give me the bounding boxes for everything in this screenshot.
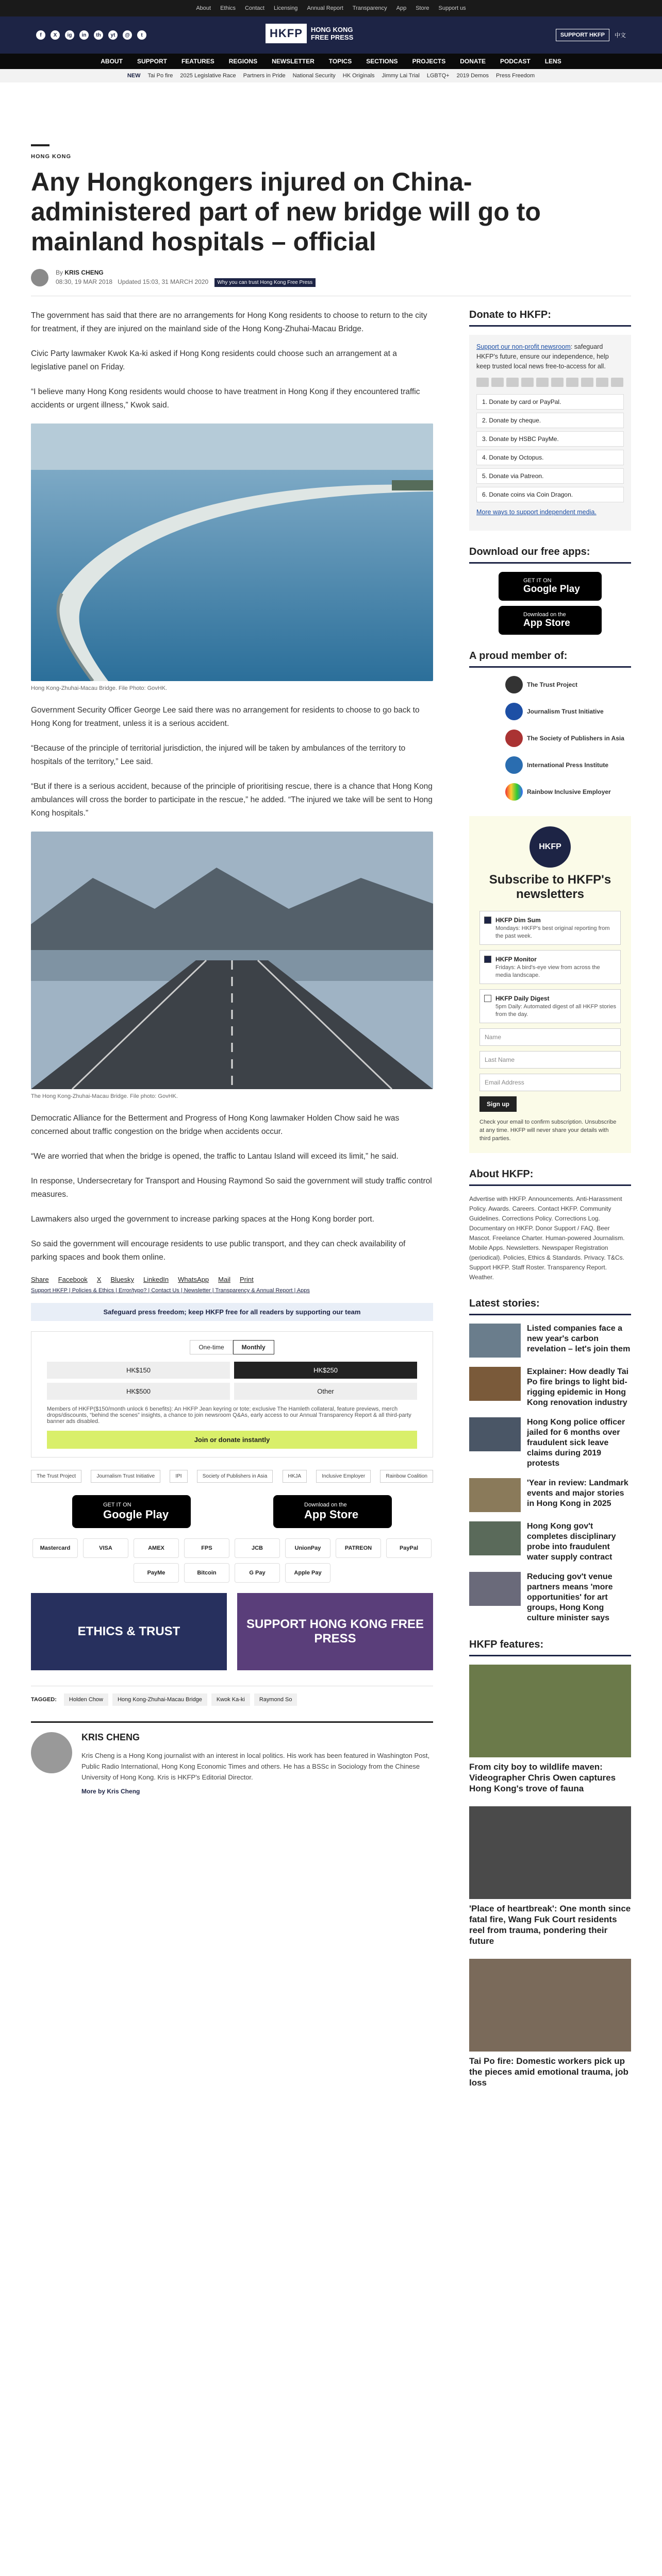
latest-stories	[469, 1324, 631, 1623]
newsletter-note: Check your email to confirm subscription. Unsubscribe at any time. HKFP will never share your details with third parties.	[479, 1119, 617, 1142]
card-icon	[476, 378, 489, 387]
tag[interactable]: Kwok Ka-ki	[211, 1693, 250, 1706]
facebook-icon[interactable]: f	[36, 30, 45, 40]
safeguard-banner[interactable]: Safeguard press freedom; keep HKFP free for all readers by supporting our team	[31, 1303, 433, 1321]
member-heading: A proud member of:	[469, 650, 631, 668]
donate-option[interactable]: 2. Donate by cheque.	[476, 413, 624, 428]
photo-caption: The Hong Kong-Zhuhai-Macau Bridge. File photo: GovHK.	[31, 1093, 178, 1099]
google-play-button[interactable]: GET IT ON Google Play	[72, 1495, 191, 1528]
card-icon	[611, 378, 623, 387]
checkbox[interactable]	[484, 956, 491, 963]
language-switch[interactable]: 中文	[615, 32, 626, 39]
latest-heading: Latest stories:	[469, 1298, 631, 1315]
donate-option[interactable]: 3. Donate by HSBC PayMe.	[476, 431, 624, 447]
support-hkfp-button[interactable]: SUPPORT HKFP	[556, 29, 609, 41]
paragraph: Government Security Officer George Lee said there was no arrangement for residents to choose to go back to Hong Kong for treatment, unless it is a serious accident.	[31, 706, 420, 728]
payment-logo: VISA	[83, 1538, 128, 1558]
topbar-link[interactable]: Transparency	[352, 5, 387, 11]
logo-mark: HKFP	[266, 24, 307, 43]
new-badge: NEW	[127, 73, 141, 79]
trending-link[interactable]: LGBTQ+	[426, 73, 450, 79]
app-store-buttons	[31, 1495, 433, 1528]
partner-logo[interactable]: IPI	[170, 1470, 187, 1483]
member-logo[interactable]: Rainbow Inclusive Employer	[505, 783, 611, 801]
linkedin-icon[interactable]: in	[79, 30, 89, 40]
telegram-icon[interactable]: t	[137, 30, 146, 40]
more-by-author-link[interactable]: More by Kris Cheng	[81, 1788, 140, 1795]
nav-item[interactable]: TOPICS	[328, 58, 352, 65]
payment-logo: PATREON	[336, 1538, 381, 1558]
tags	[31, 1686, 433, 1706]
nav-item[interactable]: ABOUT	[101, 58, 123, 65]
topbar-link[interactable]: Store	[416, 5, 429, 11]
topbar-link[interactable]: Annual Report	[307, 5, 343, 11]
feature-story[interactable]: Tai Po fire: Domestic workers pick up the pieces amid emotional trauma, job loss	[469, 1959, 631, 2088]
byline-prefix: By	[56, 269, 63, 276]
frequency-toggle	[47, 1340, 417, 1354]
top-utility-bar	[0, 0, 662, 16]
author-bio: Kris Cheng is a Hong Kong journalist with an interest in local politics. His work has been featured in Washington Post, Public Radio International, Hong Kong Economic Times and others. He has a BSSc in Sociology from the Chinese University of Hong Kong. Kris is HKFP's Editorial Director.	[81, 1752, 430, 1781]
app-store-button[interactable]: Download on the App Store	[499, 606, 602, 635]
checkbox[interactable]	[484, 995, 491, 1002]
last-name-field[interactable]: Last Name	[479, 1051, 621, 1069]
paragraph: So said the government will encourage residents to use public transport, and they can check availability of parking spaces and book them online.	[31, 1240, 406, 1262]
nav-item[interactable]: LENS	[544, 58, 561, 65]
feature-stories	[469, 1665, 631, 2088]
trending-link[interactable]: Press Freedom	[495, 73, 535, 79]
payment-icons	[476, 378, 624, 387]
partner-logo[interactable]: Inclusive Employer	[316, 1470, 371, 1483]
card-icon	[551, 378, 564, 387]
paragraph: Democratic Alliance for the Betterment and Progress of Hong Kong lawmaker Holden Chow said he was concerned about traffic congestion on the bridge when accidents occur.	[31, 1114, 400, 1136]
paragraph: In response, Undersecretary for Transport and Housing Raymond So said the government will study traffic control measures.	[31, 1177, 432, 1199]
trending-link[interactable]: Jimmy Lai Trial	[382, 73, 420, 79]
topbar-link[interactable]: About	[196, 5, 211, 11]
author-photo	[31, 1732, 72, 1773]
share-label: Share	[31, 1276, 49, 1283]
paragraph: Lawmakers also urged the government to increase parking spaces at the Hong Kong border port.	[31, 1215, 375, 1224]
latest-story[interactable]: Hong Kong police officer jailed for 6 months over fraudulent sick leave claims during 2019 protests	[469, 1417, 631, 1469]
about-link-list[interactable]: Advertise with HKFP. Announcements. Anti-Harassment Policy. Awards. Careers. Contact HKFP. Community Guidelines. Corrections Policy. Corrections Log. Documentary on HKFP. Donor Support / FAQ. Beer Mascot. Freelance Charter. Human-powered Journalism. Mobile Apps. Newsletters. Newspaper Registration (periodical). Policies, Ethics & Standards. Privacy. T&Cs. Support HKFP. Staff Roster. Transparency Report. Weather.	[469, 1195, 625, 1281]
newsletter-title: Subscribe to HKFP's newsletters	[489, 873, 611, 901]
payment-logo: Bitcoin	[184, 1563, 229, 1583]
trending-link[interactable]: Tai Po fire	[147, 73, 173, 79]
latest-story[interactable]: Reducing gov't venue partners means 'more opportunities' for art groups, Hong Kong culture minister says	[469, 1572, 631, 1623]
publish-date: 08:30, 19 MAR 2018	[56, 278, 113, 285]
features-heading: HKFP features:	[469, 1639, 631, 1656]
topbar-link[interactable]: Licensing	[273, 5, 298, 11]
email-field[interactable]: Email Address	[479, 1074, 621, 1091]
latest-story[interactable]: Listed companies face a new year's carbon revelation – let's join them	[469, 1324, 631, 1358]
amount-option[interactable]: Other	[234, 1383, 417, 1400]
share-bar	[31, 1276, 433, 1283]
more-ways-link[interactable]: More ways to support independent media.	[476, 509, 597, 516]
trending-link[interactable]: 2025 Legislative Race	[180, 73, 236, 79]
app-store-button[interactable]: Download on the App Store	[273, 1495, 392, 1528]
bridge-photo-1	[31, 423, 433, 681]
member-logos	[469, 676, 631, 801]
topbar-link[interactable]: Support us	[438, 5, 466, 11]
article-title: Any Hongkongers injured on China-administered part of new bridge will go to mainland hospitals – official	[31, 167, 541, 256]
share-linkedin[interactable]: LinkedIn	[143, 1276, 169, 1283]
one-time-tab[interactable]: One-time	[190, 1340, 233, 1354]
payment-logo: PayMe	[134, 1563, 179, 1583]
trust-link[interactable]: Why you can trust Hong Kong Free Press	[214, 278, 316, 287]
amount-option[interactable]: HK$150	[47, 1362, 230, 1379]
card-icon	[521, 378, 534, 387]
nav-item[interactable]: PROJECTS	[412, 58, 446, 65]
monthly-tab[interactable]: Monthly	[233, 1340, 274, 1354]
share-x[interactable]: X	[96, 1276, 102, 1283]
donate-intro: : safeguard HKFP's future, ensure our independence, help keep trusted local news free-to-access for all.	[476, 343, 609, 370]
trending-link[interactable]: HK Originals	[342, 73, 375, 79]
card-icon	[491, 378, 504, 387]
photo-caption: Hong Kong-Zhuhai-Macau Bridge. File Photo: GovHK.	[31, 685, 168, 691]
tags-label: TAGGED:	[31, 1697, 57, 1703]
x-icon[interactable]: X	[51, 30, 60, 40]
email-icon[interactable]: @	[123, 30, 132, 40]
newsletter-option[interactable]: HKFP Monitor Fridays: A bird's-eye view from across the media landscape.	[479, 950, 621, 984]
payment-logo: FPS	[184, 1538, 229, 1558]
topbar-link[interactable]: App	[396, 5, 407, 11]
nav-item[interactable]: PODCAST	[500, 58, 531, 65]
tag[interactable]: Raymond So	[254, 1693, 297, 1706]
updated-date: Updated 15:03, 31 MARCH 2020	[118, 278, 209, 285]
article-page	[31, 139, 631, 2088]
card-icon	[506, 378, 519, 387]
payment-logo: UnionPay	[285, 1538, 330, 1558]
partner-logos	[31, 1470, 433, 1483]
amount-option[interactable]: HK$250	[234, 1362, 417, 1379]
partner-logo[interactable]: The Trust Project	[31, 1470, 81, 1483]
tag[interactable]: Holden Chow	[64, 1693, 108, 1706]
paragraph: “I believe many Hong Kong residents would choose to have treatment in Hong Kong if they encountered traffic accidents or urgent illness,” Kwok said.	[31, 387, 420, 410]
paragraph: “But if there is a serious accident, because of the principle of prioritising rescue, there is a chance that Hong Kong ambulances will cross the border to participate in the rescue,” he added. “The injured we take will be sent to Hong Kong hospitals.”	[31, 782, 433, 818]
footer-links[interactable]: Support HKFP | Policies & Ethics | Error/typo? | Contact Us | Newsletter | Transparency & Annual Report | Apps	[31, 1287, 310, 1294]
amount-option[interactable]: HK$500	[47, 1383, 230, 1400]
donate-heading: Donate to HKFP:	[469, 309, 631, 327]
main-nav	[0, 54, 662, 69]
share-bluesky[interactable]: Bluesky	[110, 1276, 134, 1283]
topbar-link[interactable]: Contact	[245, 5, 264, 11]
author-box	[31, 1721, 433, 1795]
nav-item[interactable]: SUPPORT	[137, 58, 167, 65]
nav-item[interactable]: REGIONS	[228, 58, 258, 65]
about-heading: About HKFP:	[469, 1168, 631, 1186]
card-icon	[566, 378, 578, 387]
partner-logo[interactable]: Society of Publishers in Asia	[197, 1470, 273, 1483]
newsletter-option[interactable]: HKFP Dim Sum Mondays: HKFP's best original reporting from the past week.	[479, 911, 621, 945]
apps-heading: Download our free apps:	[469, 546, 631, 564]
payment-methods	[31, 1538, 433, 1583]
tag[interactable]: Hong Kong-Zhuhai-Macau Bridge	[112, 1693, 207, 1706]
support-banner[interactable]: SUPPORT HONG KONG FREE PRESS	[237, 1593, 433, 1670]
bridge-photo-2	[31, 832, 433, 1089]
payment-logo: PayPal	[386, 1538, 432, 1558]
article-body	[31, 309, 433, 1795]
payment-logo: AMEX	[134, 1538, 179, 1558]
ethics-banner[interactable]: ETHICS & TRUST	[31, 1593, 227, 1670]
partner-logo[interactable]: Rainbow Coalition	[380, 1470, 433, 1483]
latest-story[interactable]: Hong Kong gov't completes disciplinary probe into fraudulent water supply contract	[469, 1521, 631, 1563]
donate-option[interactable]: 6. Donate coins via Coin Dragon.	[476, 487, 624, 502]
newsletter-option[interactable]: HKFP Daily Digest 5pm Daily: Automated digest of all HKFP stories from the day.	[479, 989, 621, 1023]
nav-item[interactable]: FEATURES	[181, 58, 214, 65]
signup-button[interactable]: Sign up	[479, 1096, 517, 1112]
share-facebook[interactable]: Facebook	[58, 1276, 88, 1283]
feature-story[interactable]: 'Place of heartbreak': One month since fatal fire, Wang Fuk Court residents reel from trauma, pondering their future	[469, 1806, 631, 1946]
trending-bar	[0, 69, 662, 82]
support-newsroom-link[interactable]: Support our non-profit newsroom	[476, 343, 571, 350]
trending-link[interactable]: National Security	[292, 73, 336, 79]
author-link[interactable]: KRIS CHENG	[64, 269, 104, 276]
member-logo[interactable]: The Society of Publishers in Asia	[505, 730, 624, 747]
share-print[interactable]: Print	[239, 1276, 254, 1283]
byline	[31, 268, 631, 296]
youtube-icon[interactable]: yt	[108, 30, 118, 40]
latest-story[interactable]: Explainer: How deadly Tai Po fire brings to light bid-rigging epidemic in Hong Kong renovation industry	[469, 1367, 631, 1408]
topbar-link[interactable]: Ethics	[220, 5, 236, 11]
social-links	[36, 30, 146, 40]
share-mail[interactable]: Mail	[218, 1276, 230, 1283]
member-logo[interactable]: Journalism Trust Initiative	[505, 703, 604, 720]
member-logo[interactable]: International Press Institute	[505, 756, 608, 774]
newsletter-signup	[469, 816, 631, 1153]
feature-story[interactable]: From city boy to wildlife maven: Videographer Chris Owen captures Hong Kong's trove of fauna	[469, 1665, 631, 1794]
author-avatar	[31, 269, 48, 286]
member-logo[interactable]: The Trust Project	[505, 676, 577, 693]
donate-option[interactable]: 5. Donate via Patreon.	[476, 468, 624, 484]
name-field[interactable]: Name	[479, 1028, 621, 1046]
payment-logo: Apple Pay	[285, 1563, 330, 1583]
paragraph: Civic Party lawmaker Kwok Ka-ki asked if Hong Kong residents could choose such an arrangement at a legislative panel on Friday.	[31, 349, 397, 371]
nav-item[interactable]: NEWSLETTER	[272, 58, 315, 65]
promo-banners	[31, 1593, 433, 1670]
payment-logo: G Pay	[235, 1563, 280, 1583]
paragraph: “Because of the principle of territorial jurisdiction, the injured will be taken by ambulances of the territory to hospitals of the territory,” Lee said.	[31, 744, 406, 766]
newsletter-logo: HKFP	[529, 826, 571, 868]
donate-box	[469, 335, 631, 531]
site-logo[interactable]	[266, 24, 353, 43]
nav-item[interactable]: DONATE	[460, 58, 486, 65]
latest-story[interactable]: 'Year in review: Landmark events and major stories in Hong Kong in 2025	[469, 1478, 631, 1512]
partner-logo[interactable]: HKJA	[283, 1470, 307, 1483]
payment-logo: JCB	[235, 1538, 280, 1558]
nav-item[interactable]: SECTIONS	[366, 58, 398, 65]
trending-link[interactable]: Partners in Pride	[243, 73, 286, 79]
payment-logo: Mastercard	[32, 1538, 78, 1558]
instagram-icon[interactable]: ig	[65, 30, 74, 40]
threads-icon[interactable]: th	[94, 30, 103, 40]
donation-widget	[31, 1331, 433, 1458]
partner-logo[interactable]: Journalism Trust Initiative	[91, 1470, 160, 1483]
sidebar	[469, 309, 631, 2100]
google-play-button[interactable]: GET IT ON Google Play	[499, 572, 602, 601]
join-donate-button[interactable]: Join or donate instantly	[47, 1431, 417, 1449]
logo-text: HONG KONG FREE PRESS	[310, 26, 354, 41]
author-name[interactable]: KRIS CHENG	[81, 1732, 140, 1742]
category-kicker[interactable]: HONG KONG	[31, 144, 49, 160]
trending-link[interactable]: 2019 Demos	[456, 73, 489, 79]
card-icon	[596, 378, 608, 387]
paragraph: The government has said that there are no arrangements for Hong Kong residents to choose to return to the city for treatment, if they are injured on the mainland side of the Hong Kong-Zhuhai-Macau Bridge.	[31, 311, 427, 333]
membership-note: Members of HKFP($150/month unlock 6 benefits): An HKFP Jean keyring or tote; exclusive The Hamleth collateral, feature previews, merch drops/discounts, “behind the scenes” insights, a chance to join newsroom Q&As, early access to our Annual Transparency Report & all third-party banner ads disabled.	[47, 1406, 411, 1425]
card-icon	[581, 378, 593, 387]
donate-option[interactable]: 1. Donate by card or PayPal.	[476, 394, 624, 410]
site-header	[0, 16, 662, 54]
donate-option[interactable]: 4. Donate by Octopus.	[476, 450, 624, 465]
paragraph: “We are worried that when the bridge is opened, the traffic to Lantau Island will exceed its limit,” he said.	[31, 1152, 399, 1161]
about-links	[469, 1194, 631, 1282]
card-icon	[536, 378, 549, 387]
share-whatsapp[interactable]: WhatsApp	[178, 1276, 209, 1283]
checkbox[interactable]	[484, 917, 491, 924]
